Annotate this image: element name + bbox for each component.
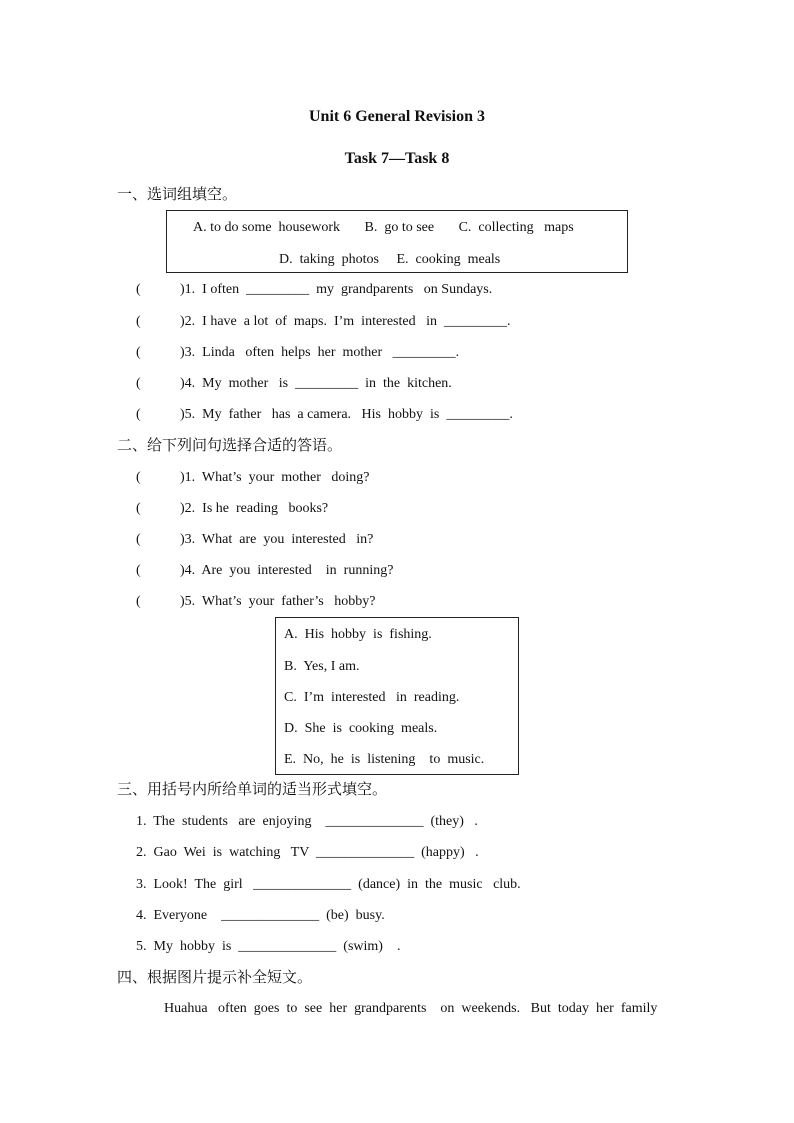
answer-paren[interactable]: (	[136, 563, 141, 578]
question-text: )3. What are you interested in?	[180, 532, 374, 547]
question-text: )4. Are you interested in running?	[180, 563, 394, 578]
answer-paren[interactable]: (	[136, 282, 141, 297]
answer-paren[interactable]: (	[136, 376, 141, 391]
section4-heading: 四、根据图片提示补全短文。	[117, 968, 313, 986]
answer-option: C. I’m interested in reading.	[284, 690, 460, 705]
answer-paren[interactable]: (	[136, 532, 141, 547]
answer-option: A. His hobby is fishing.	[284, 627, 432, 642]
fill-item: 5. My hobby is ______________ (swim) .	[136, 939, 401, 954]
section1-heading: 一、选词组填空。	[117, 185, 238, 203]
question-text: )1. What’s your mother doing?	[180, 470, 370, 485]
question-text: )4. My mother is _________ in the kitchen.	[180, 376, 452, 391]
question-text: )2. Is he reading books?	[180, 501, 329, 516]
section1-options-line1: A. to do some housework B. go to see C. collecting maps	[193, 220, 574, 235]
answer-paren[interactable]: (	[136, 594, 141, 609]
answer-paren[interactable]: (	[136, 470, 141, 485]
answer-paren[interactable]: (	[136, 501, 141, 516]
section3-heading: 三、用括号内所给单词的适当形式填空。	[117, 780, 388, 798]
answer-paren[interactable]: (	[136, 345, 141, 360]
question-text: )3. Linda often helps her mother _________.	[180, 345, 460, 360]
section1-options-box	[166, 210, 628, 273]
question-text: )1. I often _________ my grandparents on Sundays.	[180, 282, 493, 297]
fill-item: 2. Gao Wei is watching TV ______________ (happy) .	[136, 845, 479, 860]
answer-option: B. Yes, I am.	[284, 659, 360, 674]
section2-answers-box	[275, 617, 519, 775]
question-text: )5. What’s your father’s hobby?	[180, 594, 376, 609]
fill-item: 1. The students are enjoying ______________ (they) .	[136, 814, 478, 829]
answer-option: E. No, he is listening to music.	[284, 752, 485, 767]
section4-paragraph: Huahua often goes to see her grandparents on weekends. But today her family	[164, 1001, 658, 1016]
section2-heading: 二、给下列问句选择合适的答语。	[117, 436, 343, 454]
answer-paren[interactable]: (	[136, 407, 141, 422]
answer-paren[interactable]: (	[136, 314, 141, 329]
page-subtitle: Task 7—Task 8	[344, 150, 450, 167]
question-text: )5. My father has a camera. His hobby is _________.	[180, 407, 513, 422]
page-title: Unit 6 General Revision 3	[309, 108, 485, 125]
fill-item: 3. Look! The girl ______________ (dance) in the music club.	[136, 877, 521, 892]
answer-option: D. She is cooking meals.	[284, 721, 438, 736]
question-text: )2. I have a lot of maps. I’m interested in _________.	[180, 314, 511, 329]
fill-item: 4. Everyone ______________ (be) busy.	[136, 908, 385, 923]
section1-options-line2: D. taking photos E. cooking meals	[279, 252, 501, 267]
